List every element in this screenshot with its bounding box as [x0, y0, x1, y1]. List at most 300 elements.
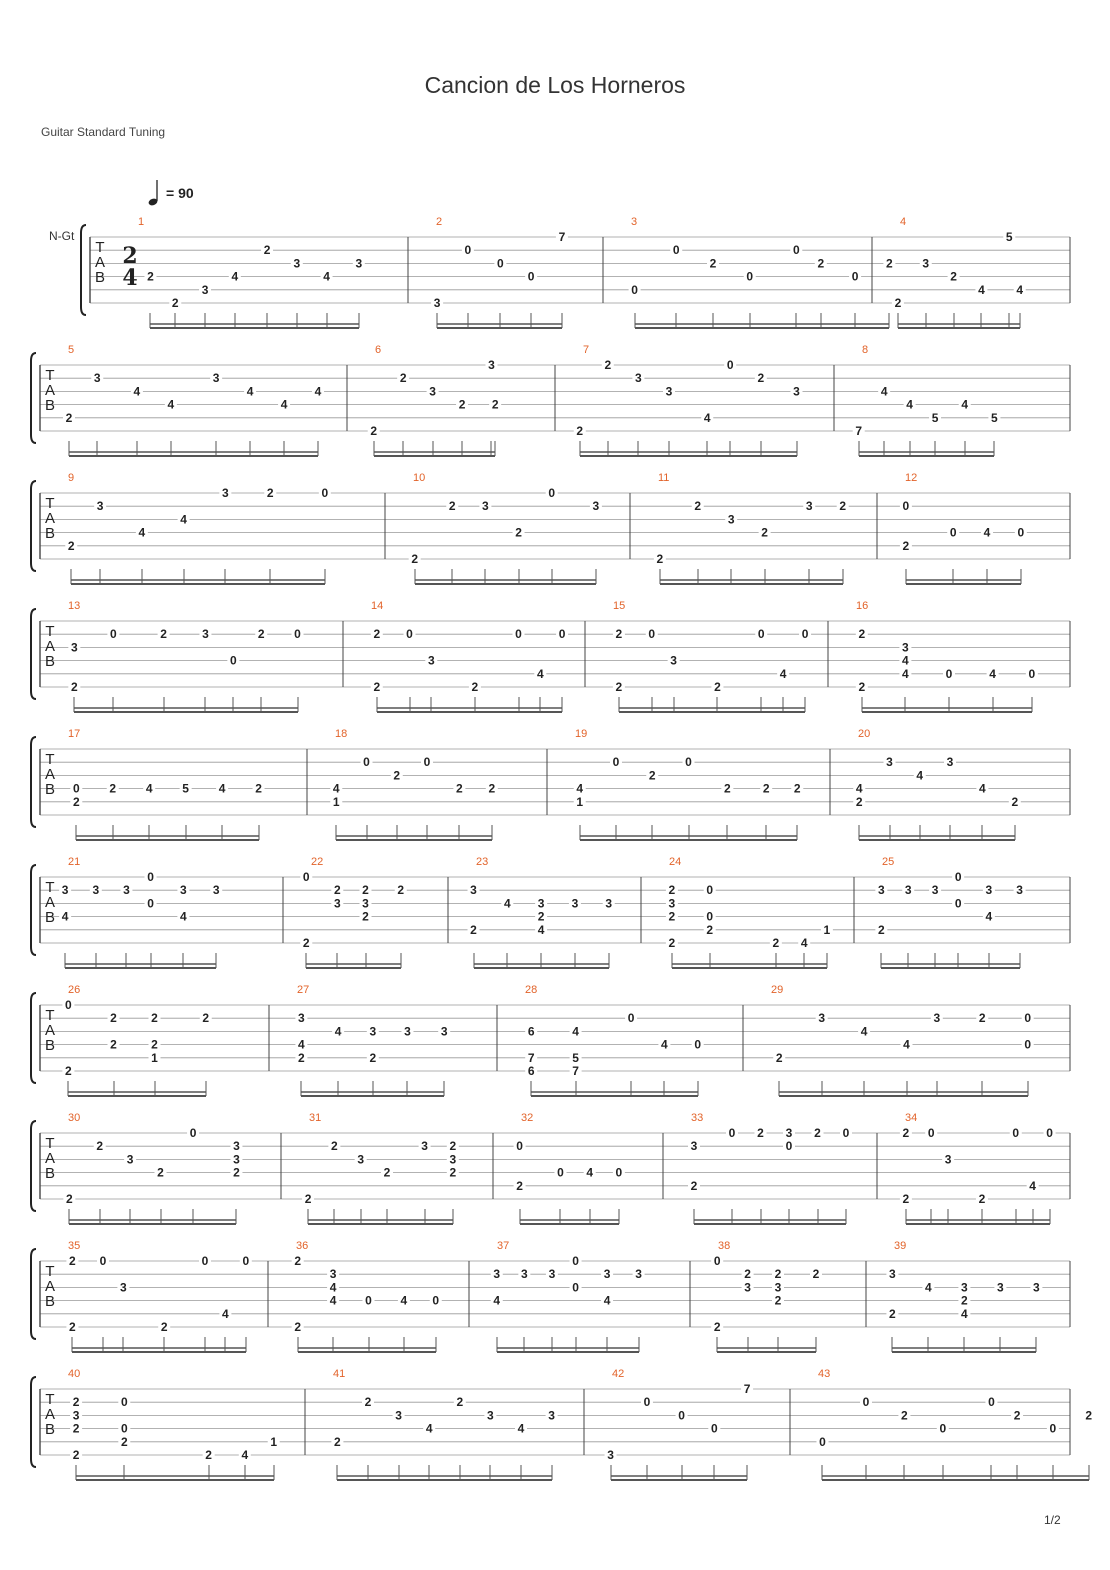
fret-number: 4	[138, 525, 146, 540]
fret-number: 2	[362, 909, 369, 924]
fret-number: 3	[690, 1139, 698, 1154]
fret-number: 3	[904, 883, 912, 898]
fret-number: 2	[1011, 794, 1019, 809]
fret-number: 2	[411, 552, 419, 566]
tab-clef-letter: T	[45, 1007, 55, 1024]
fret-number: 3	[440, 1024, 448, 1039]
fret-number: 4	[979, 781, 986, 796]
staff-system	[31, 344, 1070, 456]
fret-number: 2	[668, 883, 676, 898]
fret-number: 5	[931, 410, 939, 425]
fret-number: 4	[586, 1165, 594, 1180]
fret-number: 0	[516, 1139, 523, 1154]
fret-number: 2	[812, 1267, 820, 1282]
fret-number: 2	[302, 936, 310, 950]
fret-number: 4	[1016, 282, 1024, 297]
fret-number: 3	[333, 896, 341, 911]
measure-number: 19	[575, 728, 588, 740]
fret-number: 5	[991, 410, 998, 425]
fret-number: 2	[1085, 1408, 1093, 1423]
fret-number: 0	[406, 627, 413, 642]
fret-number: 3	[603, 1267, 611, 1282]
tab-clef-letter: B	[44, 781, 56, 798]
fret-number: 2	[65, 1064, 72, 1078]
fret-number: 4	[425, 1421, 433, 1436]
fret-number: 0	[954, 870, 962, 884]
measure-number: 36	[296, 1240, 309, 1252]
fret-number: 3	[635, 1267, 642, 1282]
fret-number: 3	[727, 512, 735, 527]
fret-number: 5	[572, 1050, 579, 1065]
fret-number: 2	[255, 781, 262, 796]
system-bracket	[31, 993, 36, 1083]
fret-number: 4	[329, 1280, 337, 1295]
fret-number: 4	[241, 1448, 249, 1462]
fret-number: 3	[293, 256, 301, 271]
fret-number: 0	[988, 1395, 995, 1410]
fret-number: 0	[1028, 666, 1036, 681]
fret-number: 2	[456, 1395, 464, 1410]
fret-number: 3	[520, 1267, 528, 1282]
fret-number: 5	[182, 781, 189, 796]
fret-number: 2	[774, 1293, 782, 1308]
tab-clef-letter: T	[45, 367, 55, 384]
fret-number: 3	[233, 1139, 240, 1154]
fret-number: 3	[493, 1267, 501, 1282]
measure-number: 7	[583, 344, 590, 356]
fret-number: 4	[1029, 1178, 1036, 1193]
fret-number: 3	[202, 627, 209, 642]
measure-number: 37	[497, 1240, 510, 1252]
fret-number: 4	[916, 768, 924, 783]
tab-clef-letter: A	[44, 382, 56, 399]
tab-clef-letter: T	[45, 751, 55, 768]
fret-number: 0	[189, 1126, 197, 1140]
fret-number: 3	[997, 1280, 1004, 1295]
tuning-label: Guitar Standard Tuning	[41, 125, 166, 139]
fret-number: 2	[744, 1267, 751, 1282]
fret-number: 4	[902, 653, 909, 668]
measure-number: 2	[436, 216, 443, 228]
fret-number: 3	[201, 282, 209, 297]
fret-number: 3	[665, 384, 673, 399]
fret-number: 2	[537, 909, 545, 924]
fret-number: 2	[668, 909, 676, 924]
fret-number: 0	[201, 1254, 209, 1268]
fret-number: 2	[304, 1192, 312, 1206]
fret-number: 3	[668, 896, 676, 911]
fret-number: 3	[221, 486, 229, 500]
fret-number: 0	[945, 666, 953, 681]
fret-number: 3	[548, 1267, 556, 1282]
tab-clef-letter: T	[45, 495, 55, 512]
fret-number: 2	[370, 424, 378, 438]
fret-number: 4	[329, 1293, 337, 1308]
fret-number: 4	[231, 269, 239, 284]
fret-number: 4	[323, 269, 330, 284]
measure-number: 20	[858, 728, 871, 740]
fret-number: 4	[517, 1421, 525, 1436]
fret-number: 2	[266, 486, 274, 500]
fret-number: 2	[294, 1320, 302, 1334]
fret-number: 2	[399, 371, 407, 386]
fret-number: 0	[432, 1293, 440, 1308]
fret-number: 2	[656, 552, 664, 566]
tab-clef-letter: A	[44, 766, 56, 783]
measure-number: 40	[68, 1368, 81, 1380]
fret-number: 4	[572, 1024, 579, 1039]
tab-clef-letter: T	[45, 1391, 55, 1408]
fret-number: 7	[855, 424, 863, 438]
fret-number: 3	[61, 883, 69, 898]
fret-number: 0	[902, 499, 910, 514]
fret-number: 4	[400, 1293, 408, 1308]
fret-number: 2	[362, 883, 369, 898]
fret-number: 3	[605, 896, 613, 911]
measure-number: 27	[297, 984, 310, 996]
fret-number: 0	[643, 1395, 651, 1410]
fret-number: 3	[482, 499, 489, 514]
fret-number: 2	[814, 1126, 821, 1140]
fret-number: 4	[902, 666, 909, 681]
tab-clef-letter: B	[44, 1037, 56, 1054]
fret-number: 3	[793, 384, 800, 399]
tab-clef-letter: A	[94, 254, 106, 271]
fret-number: 4	[180, 512, 187, 527]
fret-number: 2	[160, 627, 167, 642]
fret-number: 3	[70, 640, 78, 655]
fret-number: 2	[70, 680, 78, 694]
fret-number: 3	[126, 1152, 134, 1167]
measure-number: 31	[309, 1112, 322, 1124]
fret-number: 2	[793, 781, 801, 796]
fret-number: 2	[397, 883, 405, 898]
fret-number: 0	[746, 269, 754, 284]
score-title: Cancion de Los Horneros	[424, 72, 686, 98]
fret-number: 2	[604, 358, 612, 372]
fret-number: 2	[449, 1165, 457, 1180]
measure-number: 32	[521, 1112, 534, 1124]
fret-number: 0	[294, 627, 301, 642]
fret-number: 2	[855, 794, 863, 809]
fret-number: 4	[503, 896, 511, 911]
fret-number: 2	[257, 627, 265, 642]
measure-number: 15	[613, 600, 626, 612]
fret-number: 0	[110, 627, 117, 642]
fret-number: 0	[939, 1421, 947, 1436]
fret-number: 2	[147, 269, 154, 284]
fret-number: 0	[949, 525, 957, 540]
system-bracket	[31, 609, 36, 699]
tab-clef-letter: A	[44, 1278, 56, 1295]
fret-number: 4	[334, 1024, 342, 1039]
tab-clef-letter: A	[44, 1406, 56, 1423]
fret-number: 2	[724, 781, 731, 796]
tab-clef-letter: B	[44, 653, 56, 670]
fret-number: 3	[961, 1280, 968, 1295]
fret-number: 0	[464, 243, 472, 258]
fret-number: 0	[527, 269, 535, 284]
fret-number: 2	[714, 680, 721, 694]
tab-clef-letter: B	[94, 269, 106, 286]
fret-number: 3	[944, 1152, 952, 1167]
time-signature-top: 2	[122, 243, 138, 269]
fret-number: 2	[889, 1306, 896, 1321]
fret-number: 7	[743, 1382, 751, 1396]
fret-number: 3	[404, 1024, 411, 1039]
fret-number: 3	[355, 256, 363, 271]
fret-number: 2	[470, 922, 477, 937]
staff-system	[49, 216, 1070, 328]
tempo-value: = 90	[166, 185, 194, 201]
fret-number: 3	[607, 1448, 614, 1462]
fret-number: 4	[779, 666, 787, 681]
fret-number: 4	[493, 1293, 501, 1308]
fret-number: 4	[661, 1037, 668, 1052]
fret-number: 3	[362, 896, 369, 911]
fret-number: 4	[298, 1037, 305, 1052]
fret-number: 0	[557, 1165, 564, 1180]
tab-clef-letter: T	[45, 1263, 55, 1280]
measure-number: 29	[771, 984, 784, 996]
fret-number: 1	[151, 1050, 158, 1065]
fret-number: 1	[576, 794, 584, 809]
fret-number: 7	[527, 1050, 535, 1065]
fret-number: 3	[123, 883, 130, 898]
fret-number: 4	[961, 397, 969, 412]
fret-number: 0	[1017, 525, 1025, 540]
fret-number: 2	[886, 256, 893, 271]
fret-number: 2	[109, 781, 117, 796]
fret-number: 7	[558, 230, 566, 244]
fret-number: 3	[120, 1280, 127, 1295]
fret-number: 3	[933, 1011, 941, 1026]
tab-clef-letter: T	[45, 1135, 55, 1152]
measure-number: 1	[138, 216, 145, 228]
fret-number: 0	[801, 627, 809, 642]
fret-number: 4	[314, 384, 322, 399]
fret-number: 4	[61, 909, 69, 924]
fret-number: 0	[572, 1254, 579, 1268]
fret-number: 2	[393, 768, 401, 783]
fret-number: 4	[800, 936, 808, 950]
fret-number: 3	[421, 1139, 428, 1154]
fret-number: 0	[672, 243, 680, 258]
fret-number: 0	[785, 1139, 793, 1154]
fret-number: 3	[931, 883, 939, 898]
fret-number: 0	[792, 243, 800, 258]
fret-number: 4	[222, 1306, 229, 1321]
fret-number: 2	[471, 680, 479, 694]
fret-number: 4	[246, 384, 254, 399]
fret-number: 2	[69, 1254, 76, 1268]
fret-number: 2	[757, 1126, 764, 1140]
fret-number: 2	[294, 1254, 302, 1268]
measure-number: 24	[669, 856, 682, 868]
fret-number: 2	[364, 1395, 372, 1410]
fret-number: 2	[120, 1434, 128, 1449]
fret-number: 2	[775, 1050, 783, 1065]
measure-number: 39	[894, 1240, 907, 1252]
fret-number: 2	[757, 371, 765, 386]
fret-number: 0	[648, 627, 656, 642]
fret-number: 3	[922, 256, 930, 271]
measure-number: 30	[68, 1112, 81, 1124]
measure-number: 43	[818, 1368, 831, 1380]
fret-number: 3	[427, 653, 435, 668]
fret-number: 3	[395, 1408, 402, 1423]
fret-number: 2	[648, 768, 656, 783]
fret-number: 3	[548, 1408, 555, 1423]
system-bracket	[31, 1121, 36, 1211]
fret-number: 3	[298, 1011, 305, 1026]
staff-system	[31, 1368, 1095, 1480]
fret-number: 0	[862, 1395, 870, 1410]
measure-number: 5	[68, 344, 75, 356]
fret-number: 2	[205, 1448, 212, 1462]
fret-number: 2	[65, 410, 73, 425]
fret-number: 2	[151, 1037, 158, 1052]
fret-number: 3	[902, 640, 909, 655]
tab-clef-letter: T	[45, 623, 55, 640]
fret-number: 0	[423, 755, 431, 770]
fret-number: 0	[685, 755, 692, 770]
fret-number: 2	[706, 922, 714, 937]
fret-number: 2	[615, 627, 623, 642]
fret-number: 3	[1016, 883, 1023, 898]
fret-number: 2	[858, 627, 866, 642]
fret-number: 0	[927, 1126, 935, 1140]
fret-number: 0	[713, 1254, 721, 1268]
tab-clef-letter: A	[44, 1150, 56, 1167]
fret-number: 3	[233, 1152, 240, 1167]
measure-number: 3	[631, 216, 638, 228]
fret-number: 4	[985, 909, 993, 924]
fret-number: 3	[1033, 1280, 1040, 1295]
fret-number: 4	[903, 1037, 910, 1052]
fret-number: 2	[488, 781, 496, 796]
fret-number: 5	[1005, 230, 1013, 244]
fret-number: 2	[839, 499, 847, 514]
fret-number: 3	[487, 1408, 494, 1423]
fret-number: 3	[96, 499, 104, 514]
fret-number: 2	[448, 499, 456, 514]
instrument-label: N-Gt	[49, 229, 75, 243]
fret-number: 0	[706, 909, 714, 924]
fret-number: 4	[906, 397, 913, 412]
fret-number: 0	[120, 1421, 128, 1436]
fret-number: 2	[709, 256, 717, 271]
fret-number: 2	[515, 525, 522, 540]
fret-number: 2	[858, 680, 866, 694]
fret-number: 2	[902, 1126, 910, 1140]
fret-number: 0	[99, 1254, 107, 1268]
fret-number: 4	[332, 781, 340, 796]
measure-number: 6	[375, 344, 382, 356]
fret-number: 4	[537, 922, 545, 937]
measure-number: 23	[476, 856, 489, 868]
tab-clef-letter: T	[45, 879, 55, 896]
fret-number: 0	[72, 781, 80, 796]
fret-number: 3	[592, 499, 600, 514]
fret-number: 2	[334, 1434, 341, 1449]
system-bracket	[81, 225, 86, 315]
fret-number: 3	[571, 896, 579, 911]
fret-number: 3	[744, 1280, 751, 1295]
staff-system	[31, 728, 1070, 840]
fret-number: 2	[615, 680, 623, 694]
fret-number: 3	[93, 371, 101, 386]
fret-number: 2	[369, 1050, 377, 1065]
page-number: 1/2	[1044, 1513, 1061, 1527]
fret-number: 3	[946, 755, 954, 770]
fret-number: 3	[537, 896, 545, 911]
measure-number: 8	[862, 344, 869, 356]
fret-number: 4	[855, 781, 863, 796]
fret-number: 4	[978, 282, 985, 297]
staff-system	[31, 856, 1070, 968]
fret-number: 0	[365, 1293, 372, 1308]
fret-number: 2	[762, 781, 770, 796]
fret-number: 2	[901, 1408, 908, 1423]
fret-number: 0	[147, 896, 154, 911]
staff-system	[31, 1240, 1070, 1352]
fret-number: 3	[818, 1011, 826, 1026]
fret-number: 4	[925, 1280, 932, 1295]
fret-number: 2	[233, 1165, 240, 1180]
fret-number: 0	[321, 486, 329, 500]
fret-number: 3	[72, 1408, 80, 1423]
system-bracket	[31, 1249, 36, 1339]
fret-number: 2	[668, 936, 676, 950]
fret-number: 0	[842, 1126, 850, 1140]
fret-number: 0	[230, 653, 237, 668]
fret-number: 2	[894, 296, 902, 310]
fret-number: 0	[515, 627, 522, 642]
fret-number: 2	[491, 397, 499, 412]
fret-number: 0	[694, 1037, 702, 1052]
measure-number: 12	[905, 472, 918, 484]
tab-clef-letter: A	[44, 638, 56, 655]
fret-number: 7	[572, 1064, 579, 1078]
fret-number: 3	[92, 883, 100, 898]
fret-number: 0	[1024, 1037, 1032, 1052]
fret-number: 3	[805, 499, 813, 514]
fret-number: 1	[332, 794, 340, 809]
fret-number: 2	[978, 1192, 986, 1206]
fret-number: 2	[458, 397, 466, 412]
fret-number: 2	[950, 269, 957, 284]
fret-number: 0	[757, 627, 765, 642]
fret-number: 4	[989, 666, 996, 681]
fret-number: 3	[889, 1267, 896, 1282]
fret-number: 0	[120, 1395, 128, 1410]
fret-number: 2	[576, 424, 584, 438]
measure-number: 21	[68, 856, 81, 868]
tab-clef-letter: A	[44, 894, 56, 911]
fret-number: 2	[978, 1011, 986, 1026]
fret-number: 2	[774, 1267, 782, 1282]
fret-number: 3	[212, 883, 220, 898]
fret-number: 2	[373, 680, 381, 694]
measure-number: 13	[68, 600, 81, 612]
fret-number: 2	[902, 538, 910, 553]
fret-number: 2	[72, 1395, 80, 1410]
fret-number: 3	[774, 1280, 782, 1295]
fret-number: 2	[110, 1037, 117, 1052]
fret-number: 3	[886, 755, 893, 770]
fret-number: 3	[357, 1152, 365, 1167]
